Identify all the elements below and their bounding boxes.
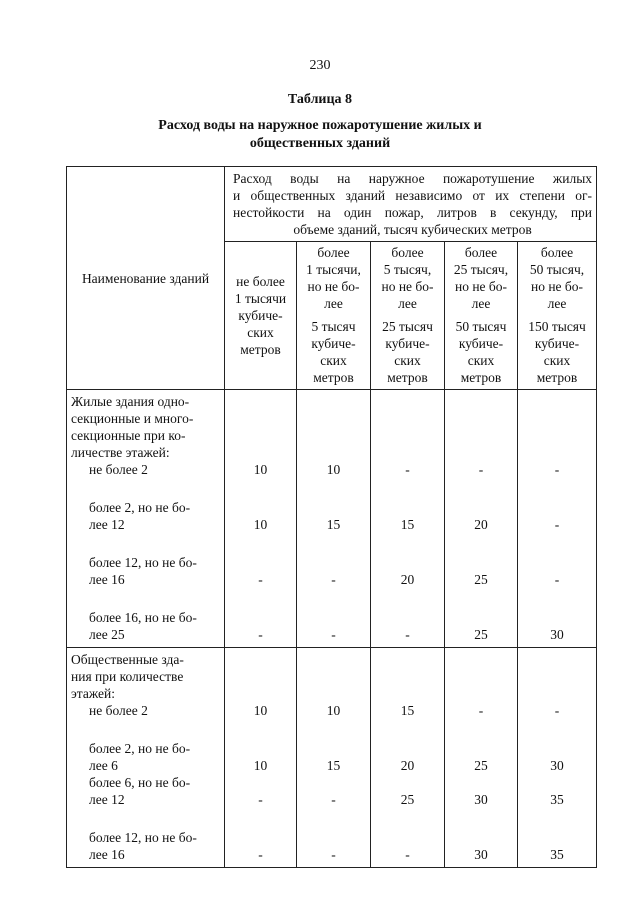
floor-range-label: более 12, но не бо- xyxy=(89,830,197,845)
flow-value: 25 xyxy=(400,792,415,807)
water-flow-group-header: Расход воды на наружное пожаротушение жилых и общественных зданий независимо от их степени ог- нестойкости на один пожар, литров в секунду, при объеме зданий, тысяч кубических метров xyxy=(225,167,597,242)
floor-range-label: более 12, но не бо- xyxy=(89,555,197,570)
value-column-cell xyxy=(371,390,445,648)
flow-value: 20 xyxy=(400,572,415,587)
floor-range-label: более 2, но не бо- xyxy=(89,741,191,756)
table-caption: Расход воды на наружное пожаротушение жилых и общественных зданий xyxy=(158,118,482,151)
flow-value: - xyxy=(258,627,263,642)
building-name-header: Наименование зданий xyxy=(67,167,225,390)
flow-value: 10 xyxy=(253,758,268,773)
floor-range-label: лее 16 xyxy=(89,847,125,862)
flow-value: 35 xyxy=(550,792,564,807)
flow-value: 25 xyxy=(474,627,488,642)
value-column-cell xyxy=(371,648,445,868)
value-column-cell xyxy=(445,648,518,868)
public-section-row xyxy=(67,648,597,868)
flow-value: - xyxy=(554,517,560,532)
flow-value: - xyxy=(478,703,484,718)
flow-value: - xyxy=(258,792,263,807)
flow-value: 25 xyxy=(474,758,488,773)
floor-range-label: не более 2 xyxy=(89,462,148,477)
flow-value: 25 xyxy=(474,572,488,587)
residential-buildings-cell xyxy=(67,390,225,648)
volume-column-header: более 1 тысячи, но не бо- лее 5 тысяч кубиче- ских метров xyxy=(297,242,371,390)
flow-value: 15 xyxy=(400,517,415,532)
flow-value: 15 xyxy=(326,517,341,532)
flow-value: - xyxy=(258,847,263,862)
volume-column-header: более 25 тысяч, но не бо- лее 50 тысяч кубиче- ских метров xyxy=(445,242,518,390)
public-buildings-cell xyxy=(67,648,225,868)
value-column-cell xyxy=(518,390,597,648)
flow-value: - xyxy=(405,627,410,642)
section-title: личестве этажей: xyxy=(71,445,170,460)
flow-value: - xyxy=(405,847,410,862)
value-column-cell xyxy=(225,648,297,868)
value-column-cell xyxy=(297,648,371,868)
flow-value: - xyxy=(331,572,336,587)
flow-value: 10 xyxy=(253,517,268,532)
flow-value: 30 xyxy=(550,758,564,773)
floor-range-label: лее 16 xyxy=(89,572,125,587)
section-title: Жилые здания одно- xyxy=(71,394,190,409)
section-title: секционные при ко- xyxy=(71,428,186,443)
water-flow-table xyxy=(66,166,597,868)
section-title: Общественные зда- xyxy=(71,652,184,667)
value-column-cell xyxy=(297,390,371,648)
flow-value: - xyxy=(405,462,410,477)
flow-value: - xyxy=(331,847,336,862)
floor-range-label: не более 2 xyxy=(89,703,148,718)
floor-range-label: лее 12 xyxy=(89,792,125,807)
flow-value: - xyxy=(554,703,560,718)
flow-value: - xyxy=(554,462,560,477)
flow-value: 30 xyxy=(550,627,564,642)
flow-value: - xyxy=(478,462,484,477)
flow-value: 10 xyxy=(326,462,341,477)
flow-value: - xyxy=(331,792,336,807)
flow-value: 10 xyxy=(326,703,341,718)
flow-value: 20 xyxy=(474,517,488,532)
flow-value: 35 xyxy=(550,847,564,862)
flow-value: - xyxy=(554,572,560,587)
floor-range-label: лее 6 xyxy=(89,758,118,773)
flow-value: 10 xyxy=(253,462,268,477)
value-column-cell xyxy=(225,390,297,648)
section-title: ния при количестве xyxy=(71,669,184,684)
flow-value: 15 xyxy=(326,758,341,773)
floor-range-label: более 2, но не бо- xyxy=(89,500,191,515)
value-column-cell xyxy=(518,648,597,868)
floor-range-label: лее 25 xyxy=(89,627,125,642)
flow-value: - xyxy=(258,572,263,587)
value-column-cell xyxy=(445,390,518,648)
flow-value: - xyxy=(331,627,336,642)
section-title: секционные и много- xyxy=(71,411,194,426)
table-header-row xyxy=(67,167,597,242)
flow-value: 20 xyxy=(400,758,415,773)
floor-range-label: более 16, но не бо- xyxy=(89,610,197,625)
flow-value: 30 xyxy=(474,792,488,807)
flow-value: 10 xyxy=(253,703,268,718)
table-label: Таблица 8 xyxy=(287,92,353,107)
floor-range-label: лее 12 xyxy=(89,517,125,532)
page-number: 230 xyxy=(309,58,331,73)
volume-column-header: более 50 тысяч, но не бо- лее 150 тысяч кубиче- ских метров xyxy=(518,242,597,390)
flow-value: 30 xyxy=(474,847,488,862)
floor-range-label: более 6, но не бо- xyxy=(89,775,191,790)
residential-section-row xyxy=(67,390,597,648)
volume-column-header: не более 1 тысячи кубиче- ских метров xyxy=(225,242,297,390)
flow-value: 15 xyxy=(400,703,415,718)
volume-column-header: более 5 тысяч, но не бо- лее 25 тысяч кубиче- ских метров xyxy=(371,242,445,390)
section-title: этажей: xyxy=(71,686,115,701)
